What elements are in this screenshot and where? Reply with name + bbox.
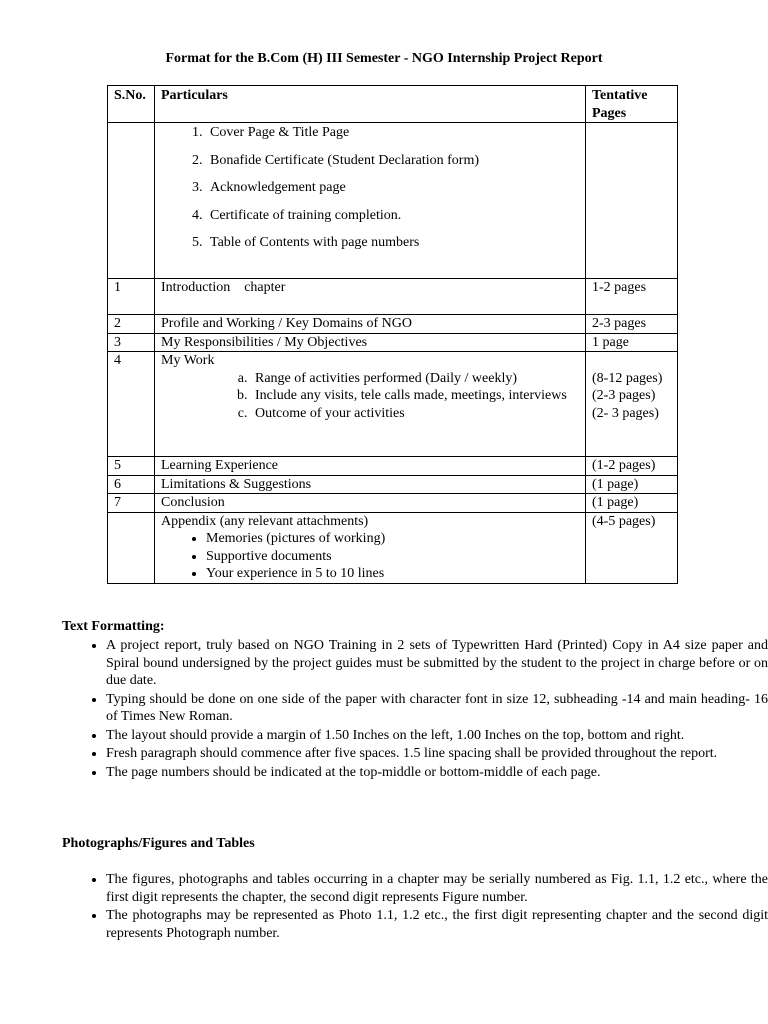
cell-particular: Profile and Working / Key Domains of NGO bbox=[155, 315, 586, 334]
list-item: • The layout should provide a margin of 1.50 Inches on the left, 1.00 Inches on the top, bottom and right. bbox=[106, 727, 768, 745]
cell-pages bbox=[586, 352, 678, 457]
cell-pages: 1 page bbox=[586, 333, 678, 352]
cell-pages: (1-2 pages) bbox=[586, 457, 678, 476]
cell-sno: 6 bbox=[108, 475, 155, 494]
table-row bbox=[108, 457, 678, 476]
cell-sno: 2 bbox=[108, 315, 155, 334]
cell-particular: My Responsibilities / My Objectives bbox=[155, 333, 586, 352]
list-item: 2. Bonafide Certificate (Student Declaration form) bbox=[206, 152, 579, 170]
list-item: 5. Table of Contents with page numbers bbox=[206, 234, 579, 252]
photographs-list bbox=[62, 871, 768, 943]
header-sno: S.No. bbox=[108, 86, 155, 123]
cell-particular: Learning Experience bbox=[155, 457, 586, 476]
list-item: 1. Cover Page & Title Page bbox=[206, 124, 579, 142]
cell-pages bbox=[586, 123, 678, 279]
pages-value: (8-12 pages) bbox=[592, 370, 663, 386]
cell-pages: (1 page) bbox=[586, 475, 678, 494]
header-pages: Tentative Pages bbox=[586, 86, 678, 123]
my-work-title: My Work bbox=[161, 353, 215, 368]
report-format-table bbox=[107, 85, 678, 584]
header-particulars: Particulars bbox=[155, 86, 586, 123]
cell-pages: 2-3 pages bbox=[586, 315, 678, 334]
list-item: a. Range of activities performed (Daily / weekly) bbox=[251, 370, 579, 388]
appendix-title: Appendix (any relevant attachments) bbox=[161, 513, 369, 529]
text-formatting-list bbox=[62, 637, 768, 782]
list-item: 3. Acknowledgement page bbox=[206, 179, 579, 197]
photographs-heading: Photographs/Figures and Tables bbox=[62, 836, 255, 851]
cell-particular: Limitations & Suggestions bbox=[155, 475, 586, 494]
list-item: b. Include any visits, tele calls made, meetings, interviews bbox=[251, 387, 579, 405]
cell-sno: 5 bbox=[108, 457, 155, 476]
list-item: • The photographs may be represented as Photo 1.1, 1.2 etc., the first digit representing chapter and the second digit represents Photograph number. bbox=[106, 907, 768, 942]
pages-value: (2- 3 pages) bbox=[592, 405, 659, 421]
cell-sno: 7 bbox=[108, 494, 155, 513]
page-title: Format for the B.Com (H) III Semester - NGO Internship Project Report bbox=[165, 51, 603, 66]
table-row-appendix bbox=[108, 512, 678, 583]
cell-sno: 3 bbox=[108, 333, 155, 352]
my-work-list bbox=[161, 370, 579, 423]
list-item: c. Outcome of your activities bbox=[251, 405, 579, 423]
list-item: • Supportive documents bbox=[206, 548, 579, 566]
list-item: • Your experience in 5 to 10 lines bbox=[206, 565, 579, 583]
list-item: • The page numbers should be indicated at the top-middle or bottom-middle of each page. bbox=[106, 764, 768, 782]
cell-front-items bbox=[155, 123, 586, 279]
cell-appendix bbox=[155, 512, 586, 583]
cell-particular: Introduction chapter bbox=[155, 279, 586, 315]
cell-pages: 1-2 pages bbox=[586, 279, 678, 315]
table-header-row bbox=[108, 86, 678, 123]
table-row bbox=[108, 494, 678, 513]
cell-particular: Conclusion bbox=[155, 494, 586, 513]
list-item: • Fresh paragraph should commence after five spaces. 1.5 line spacing shall be provided throughout the report. bbox=[106, 745, 768, 763]
list-item: • The figures, photographs and tables occurring in a chapter may be serially numbered as Fig. 1.1, 1.2 etc., where the first digit represents the chapter, the second digit represents Figure number. bbox=[106, 871, 768, 906]
cell-sno: 1 bbox=[108, 279, 155, 315]
table-row-front-matter bbox=[108, 123, 678, 279]
cell-sno bbox=[108, 512, 155, 583]
list-item: • A project report, truly based on NGO Training in 2 sets of Typewritten Hard (Printed) Copy in A4 size paper and Spiral bound undersigned by the project guides must be submitted by the student to the project in charge before or on due date. bbox=[106, 637, 768, 690]
pages-value: (2-3 pages) bbox=[592, 388, 656, 403]
table-row bbox=[108, 279, 678, 315]
front-matter-list bbox=[161, 124, 579, 252]
table-row-my-work bbox=[108, 352, 678, 457]
appendix-list bbox=[161, 530, 579, 583]
text-formatting-heading: Text Formatting: bbox=[62, 619, 165, 634]
table-row bbox=[108, 315, 678, 334]
cell-sno bbox=[108, 123, 155, 279]
cell-pages: (1 page) bbox=[586, 494, 678, 513]
list-item: 4. Certificate of training completion. bbox=[206, 207, 579, 225]
table-row bbox=[108, 475, 678, 494]
cell-pages: (4-5 pages) bbox=[586, 512, 678, 583]
cell-sno: 4 bbox=[108, 352, 155, 457]
list-item: • Typing should be done on one side of the paper with character font in size 12, subheading -14 and main heading- 16 of Times New Roman. bbox=[106, 691, 768, 726]
cell-my-work bbox=[155, 352, 586, 457]
list-item: • Memories (pictures of working) bbox=[206, 530, 579, 548]
table-row bbox=[108, 333, 678, 352]
